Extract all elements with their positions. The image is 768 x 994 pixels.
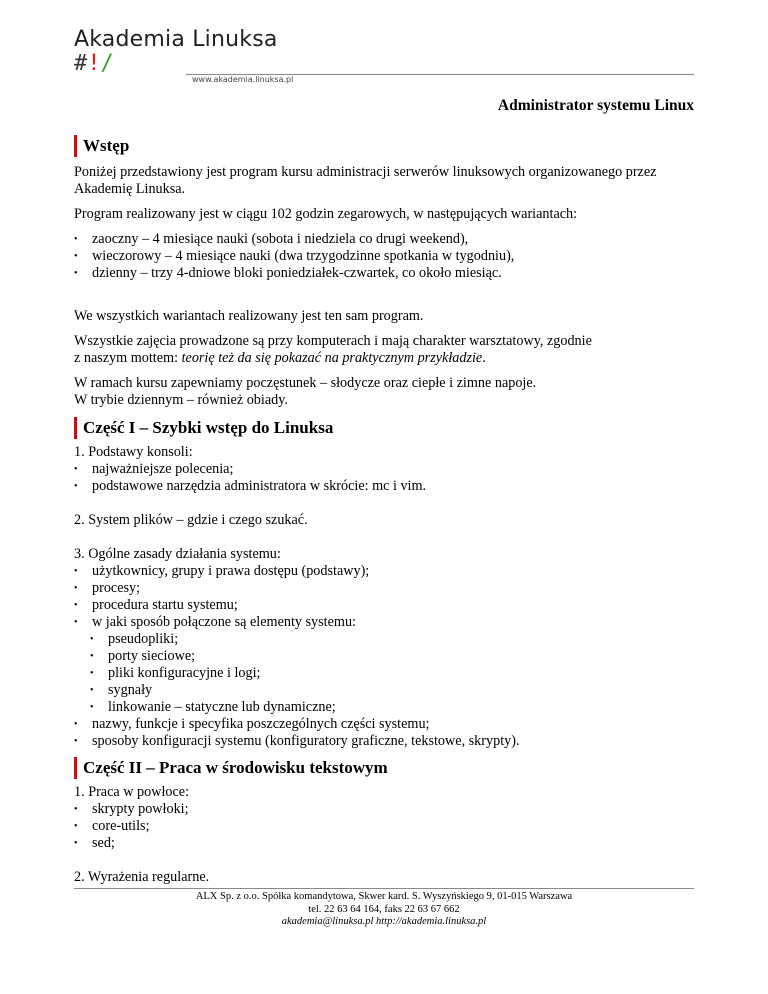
list-item: • sed; <box>74 835 694 852</box>
list-item: • użytkownicy, grupy i prawa dostępu (podstawy); <box>74 563 694 580</box>
list-item: • wieczorowy – 4 miesiące nauki (dwa trzygodzinne spotkania w tygodniu), <box>74 248 694 265</box>
list-item: • w jaki sposób połączone są elementy systemu: <box>74 614 694 631</box>
system-principles-list <box>74 563 694 631</box>
list-item: • sposoby konfiguracji systemu (konfiguratory graficzne, tekstowe, skrypty). <box>74 733 694 750</box>
intro-paragraph-3: We wszystkich wariantach realizowany jest ten sam program. <box>74 308 424 324</box>
page-footer <box>74 891 694 929</box>
list-item: • core-utils; <box>74 818 694 835</box>
document-content <box>74 135 694 886</box>
intro-paragraph-2: Program realizowany jest w ciągu 102 godzin zegarowych, w następujących wariantach: <box>74 206 578 222</box>
list-item: • pseudopliki; <box>74 631 694 648</box>
section-heading-part-1: Część I – Szybki wstęp do Linuksa <box>74 417 694 439</box>
logo-slash: / <box>100 51 114 76</box>
system-principles-list-continued <box>74 716 694 750</box>
logo-mark <box>74 52 278 76</box>
list-item: • zaoczny – 4 miesiące nauki (sobota i niedziela co drugi weekend), <box>74 231 694 248</box>
refreshments-line-2: W trybie dziennym – również obiady. <box>74 392 288 408</box>
motto-line-1: Wszystkie zajęcia prowadzone są przy komputerach i mają charakter warsztatowy, zgodnie <box>74 333 592 349</box>
list-item: • najważniejsze polecenia; <box>74 461 694 478</box>
system-elements-sublist <box>74 631 694 716</box>
list-item: • pliki konfiguracyjne i logi; <box>74 665 694 682</box>
refreshments-line-1: W ramach kursu zapewniamy poczęstunek – słodycze oraz ciepłe i zimne napoje. <box>74 375 537 391</box>
motto-line-2-prefix: z naszym mottem: <box>74 350 182 366</box>
footer-phone-fax: tel. 22 63 64 164, faks 22 63 67 662 <box>308 903 460 915</box>
variants-list <box>74 231 694 282</box>
intro-paragraph-4 <box>74 333 694 367</box>
intro-paragraph-5 <box>74 375 694 409</box>
list-item: • sygnały <box>74 682 694 699</box>
list-item: • podstawowe narzędzia administratora w skrócie: mc i vim. <box>74 478 694 495</box>
part1-subsection-3-title: 3. Ogólne zasady działania systemu: <box>74 546 281 562</box>
footer-company-address: ALX Sp. z o.o. Spółka komandytowa, Skwer kard. S. Wyszyńskiego 9, 01-015 Warszawa <box>195 891 573 902</box>
list-item: • porty sieciowe; <box>74 648 694 665</box>
part1-subsection-1-title: 1. Podstawy konsoli: <box>74 444 193 460</box>
console-basics-list <box>74 461 694 495</box>
part1-subsection-2-title: 2. System plików – gdzie i czego szukać. <box>74 512 308 528</box>
footer-divider <box>74 888 694 889</box>
list-item: • nazwy, funkcje i specyfika poszczególnych części systemu; <box>74 716 694 733</box>
list-item: • dzienny – trzy 4-dniowe bloki poniedziałek-czwartek, co około miesiąc. <box>74 265 694 282</box>
motto-suffix: . <box>482 350 486 366</box>
logo-bang: ! <box>87 51 101 76</box>
section-heading-part-2: Część II – Praca w środowisku tekstowym <box>74 757 694 779</box>
logo-name: Akademia Linuksa <box>74 27 278 52</box>
intro-paragraph-1: Poniżej przedstawiony jest program kursu administracji serwerów linuksowych organizowanego przez Akademię Linuksa. <box>74 164 657 197</box>
section-heading-intro: Wstęp <box>74 135 694 157</box>
part2-subsection-1-title: 1. Praca w powłoce: <box>74 784 190 800</box>
list-item: • procedura startu systemu; <box>74 597 694 614</box>
logo-url: www.akademia.linuksa.pl <box>192 75 294 84</box>
motto-text: teorię też da się pokazać na praktycznym przykładzie <box>181 350 483 366</box>
list-item: • procesy; <box>74 580 694 597</box>
part2-subsection-2-title: 2. Wyrażenia regularne. <box>74 869 210 885</box>
footer-contact: akademia@linuksa.pl http://akademia.linuksa.pl <box>281 916 487 927</box>
list-item: • linkowanie – statyczne lub dynamiczne; <box>74 699 694 716</box>
document-title: Administrator systemu Linux <box>497 97 694 114</box>
logo-hash: # <box>74 51 88 76</box>
shell-work-list <box>74 801 694 852</box>
akademia-logo <box>74 27 278 76</box>
list-item: • skrypty powłoki; <box>74 801 694 818</box>
